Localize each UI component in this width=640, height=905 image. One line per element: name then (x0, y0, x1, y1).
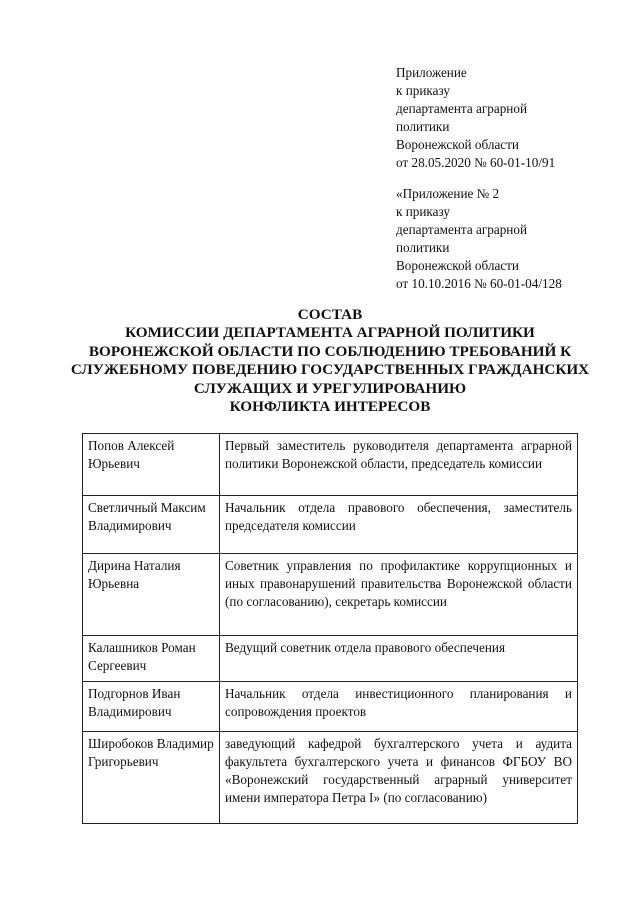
title-line: СЛУЖЕБНОМУ ПОВЕДЕНИЮ ГОСУДАРСТВЕННЫХ ГРАЖДАНСКИХ (70, 361, 590, 379)
appendix-line: департамента аграрной (396, 222, 528, 237)
title-line: КОМИССИИ ДЕПАРТАМЕНТА АГРАРНОЙ ПОЛИТИКИ (125, 324, 535, 342)
member-role: заведующий кафедрой бухгалтерского учета и аудита факультета бухгалтерского учета и финансов ФГБОУ ВО «Воронежский государственный аграрный университет имени императора Петра I» (по согласованию) (220, 732, 578, 824)
table-row (83, 496, 578, 554)
table-row (83, 434, 578, 496)
table-row (83, 636, 578, 682)
appendix-line: политики (396, 119, 450, 134)
appendix-line: Воронежской области (396, 137, 519, 152)
title-line: ВОРОНЕЖСКОЙ ОБЛАСТИ ПО СОБЛЮДЕНИЮ ТРЕБОВАНИЙ К (88, 342, 572, 360)
appendix-line: Приложение (396, 65, 467, 80)
member-role: Ведущий советник отдела правового обеспечения (220, 636, 578, 682)
member-role: Первый заместитель руководителя департамента аграрной политики Воронежской области, председатель комиссии (220, 434, 578, 496)
appendix-line: департамента аграрной (396, 101, 528, 116)
appendix-line: к приказу (396, 204, 450, 219)
member-name: Широбоков Владимир Григорьевич (83, 732, 220, 824)
title-line: СЛУЖАЩИХ И УРЕГУЛИРОВАНИЮ (193, 379, 467, 397)
member-name: Попов Алексей Юрьевич (83, 434, 220, 496)
title-line: КОНФЛИКТА ИНТЕРЕСОВ (229, 398, 431, 416)
table-row (83, 682, 578, 732)
appendix-line: «Приложение № 2 (396, 186, 500, 201)
commission-members-table (82, 433, 578, 824)
appendix-line: к приказу (396, 83, 450, 98)
title-line: СОСТАВ (297, 306, 363, 323)
table-row (83, 554, 578, 636)
document-title (60, 306, 600, 416)
member-name: Подгорнов Иван Владимирович (83, 682, 220, 732)
member-name: Светличный Максим Владимирович (83, 496, 220, 554)
member-role: Советник управления по профилактике коррупционных и иных правонарушений правительства Воронежской области (по согласованию), секретарь комиссии (220, 554, 578, 636)
appendix-line: Воронежской области (396, 258, 519, 273)
appendix-block-original-order (396, 185, 626, 293)
member-role: Начальник отдела инвестиционного планирования и сопровождения проектов (220, 682, 578, 732)
member-name: Дирина Наталия Юрьевна (83, 554, 220, 636)
appendix-line: политики (396, 240, 450, 255)
table-row (83, 732, 578, 824)
appendix-line: от 28.05.2020 № 60-01-10/91 (396, 155, 556, 170)
appendix-block-current-order (396, 64, 626, 172)
appendix-line: от 10.10.2016 № 60-01-04/128 (396, 276, 562, 291)
member-role: Начальник отдела правового обеспечения, заместитель председателя комиссии (220, 496, 578, 554)
member-name: Калашников Роман Сергеевич (83, 636, 220, 682)
